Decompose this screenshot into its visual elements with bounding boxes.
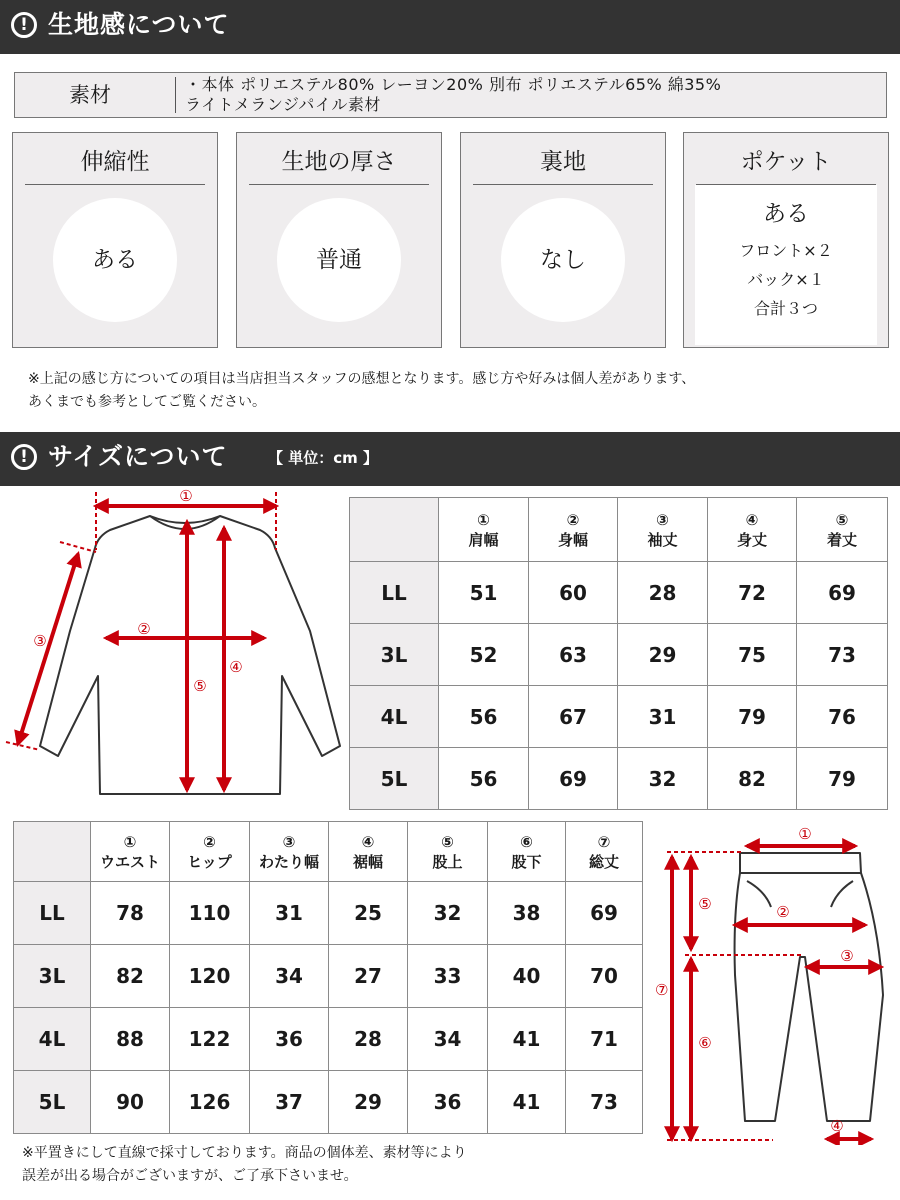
value-cell: 82: [708, 748, 797, 810]
size-cell: 4L: [14, 1008, 91, 1071]
lining-title: 裏地: [540, 149, 586, 175]
top-col-shoulder: ① 肩幅: [439, 498, 529, 562]
pants-label-6: ⑥: [698, 1034, 712, 1052]
pants-label-4: ④: [830, 1117, 844, 1135]
size-unit-label: 【 単位：cm 】: [268, 449, 378, 467]
sleeve-guide-top: [60, 542, 96, 552]
bottom-col-hem: ④ 裾幅: [329, 822, 408, 882]
measurement-note-line-2: 誤差が出る場合がございますが、ご了承下さいませ。: [22, 1168, 358, 1184]
value-cell: 69: [566, 882, 643, 945]
pants-label-5: ⑤: [698, 895, 712, 913]
table-row: [350, 624, 888, 686]
exclamation-circle-icon: !: [11, 12, 37, 38]
table-row: [14, 1008, 643, 1071]
shirt-label-3: ③: [33, 632, 47, 650]
fabric-note-line-2: あくまでも参考としてご覧ください。: [28, 394, 266, 410]
value-cell: 36: [408, 1071, 488, 1134]
shirt-label-5: ⑤: [193, 677, 207, 695]
shirt-outline: [40, 516, 340, 794]
size-cell: 5L: [14, 1071, 91, 1134]
size-cell: LL: [14, 882, 91, 945]
measurement-note: [22, 1142, 467, 1188]
top-col-total-length: ⑤ 着丈: [797, 498, 888, 562]
size-cell: 5L: [350, 748, 439, 810]
value-cell: 72: [708, 562, 797, 624]
top-col-body-width: ② 身幅: [529, 498, 618, 562]
thickness-title: 生地の厚さ: [281, 149, 397, 175]
table-row: [350, 748, 888, 810]
top-table-header-row: [350, 498, 888, 562]
value-cell: 25: [329, 882, 408, 945]
value-cell: 28: [329, 1008, 408, 1071]
stretch-value: ある: [53, 198, 177, 322]
pants-outline: [735, 853, 883, 1121]
bottom-col-thigh: ③ わたり幅: [250, 822, 329, 882]
fabric-note: [28, 368, 695, 414]
material-label: 素材: [69, 83, 111, 107]
bottom-table-corner: [14, 822, 91, 882]
value-cell: 29: [329, 1071, 408, 1134]
value-cell: 73: [566, 1071, 643, 1134]
material-text: [185, 75, 721, 115]
value-cell: 34: [250, 945, 329, 1008]
shirt-measurement-diagram: [0, 486, 345, 806]
value-cell: 88: [91, 1008, 170, 1071]
pocket-back: バック×１: [747, 270, 825, 289]
value-cell: 73: [797, 624, 888, 686]
value-cell: 37: [250, 1071, 329, 1134]
value-cell: 120: [170, 945, 250, 1008]
sleeve-guide-bottom: [6, 742, 40, 750]
pocket-title: ポケット: [740, 149, 832, 175]
fabric-section-title: 生地感について: [48, 10, 230, 39]
size-cell: 3L: [350, 624, 439, 686]
value-cell: 126: [170, 1071, 250, 1134]
pocket-card: [683, 132, 889, 348]
lining-card: [460, 132, 666, 348]
size-section-title: サイズについて: [48, 442, 228, 471]
value-cell: 34: [408, 1008, 488, 1071]
pocket-total: 合計３つ: [753, 299, 818, 318]
bottom-table-header-row: [14, 822, 643, 882]
bottom-col-hip: ② ヒップ: [170, 822, 250, 882]
material-line-1: ・本体 ポリエステル80% レーヨン20% 別布 ポリエステル65% 綿35%: [185, 75, 722, 94]
material-divider: [175, 77, 176, 113]
value-cell: 27: [329, 945, 408, 1008]
bottom-col-waist: ① ウエスト: [91, 822, 170, 882]
pocket-front: フロント×２: [739, 241, 833, 260]
size-section-header: [0, 432, 900, 486]
pants-label-7: ⑦: [655, 981, 669, 999]
value-cell: 69: [529, 748, 618, 810]
shirt-label-1: ①: [179, 487, 193, 505]
table-row: [350, 562, 888, 624]
value-cell: 69: [797, 562, 888, 624]
exclamation-circle-icon: !: [11, 444, 37, 470]
stretch-title: 伸縮性: [80, 149, 150, 175]
pants-label-3: ③: [840, 947, 854, 965]
pants-measurement-diagram: [655, 815, 900, 1145]
value-cell: 33: [408, 945, 488, 1008]
value-cell: 75: [708, 624, 797, 686]
value-cell: 41: [488, 1071, 566, 1134]
value-cell: 60: [529, 562, 618, 624]
value-cell: 40: [488, 945, 566, 1008]
card-divider: [249, 184, 429, 185]
shirt-label-4: ④: [229, 658, 243, 676]
value-cell: 76: [797, 686, 888, 748]
size-cell: LL: [350, 562, 439, 624]
value-cell: 52: [439, 624, 529, 686]
thickness-card: [236, 132, 442, 348]
shirt-label-2: ②: [137, 620, 151, 638]
fabric-note-line-1: ※上記の感じ方についての項目は当店担当スタッフの感想となります。感じ方や好みは個人差があります、: [28, 371, 696, 387]
value-cell: 79: [797, 748, 888, 810]
top-table-corner: [350, 498, 439, 562]
value-cell: 31: [250, 882, 329, 945]
value-cell: 29: [618, 624, 708, 686]
size-cell: 3L: [14, 945, 91, 1008]
card-divider: [473, 184, 653, 185]
top-col-sleeve: ③ 袖丈: [618, 498, 708, 562]
value-cell: 56: [439, 748, 529, 810]
value-cell: 122: [170, 1008, 250, 1071]
value-cell: 79: [708, 686, 797, 748]
value-cell: 36: [250, 1008, 329, 1071]
measurement-note-line-1: ※平置きにして直線で採寸しております。商品の個体差、素材等により: [22, 1145, 467, 1161]
value-cell: 38: [488, 882, 566, 945]
value-cell: 51: [439, 562, 529, 624]
value-cell: 78: [91, 882, 170, 945]
bottom-col-total-length: ⑦ 総丈: [566, 822, 643, 882]
thickness-value: 普通: [277, 198, 401, 322]
table-row: [14, 882, 643, 945]
value-cell: 41: [488, 1008, 566, 1071]
value-cell: 70: [566, 945, 643, 1008]
table-row: [14, 1071, 643, 1134]
pocket-value: ある: [763, 201, 809, 227]
card-divider: [25, 184, 205, 185]
value-cell: 67: [529, 686, 618, 748]
material-row: [14, 72, 887, 118]
table-row: [14, 945, 643, 1008]
value-cell: 63: [529, 624, 618, 686]
table-row: [350, 686, 888, 748]
pocket-detail-box: [695, 185, 877, 345]
material-line-2: ライトメランジパイル素材: [185, 95, 381, 114]
size-cell: 4L: [350, 686, 439, 748]
value-cell: 82: [91, 945, 170, 1008]
pants-label-2: ②: [776, 903, 790, 921]
value-cell: 110: [170, 882, 250, 945]
fabric-section-header: [0, 0, 900, 54]
bottom-col-inseam: ⑥ 股下: [488, 822, 566, 882]
stretch-card: [12, 132, 218, 348]
value-cell: 90: [91, 1071, 170, 1134]
top-size-table: [349, 497, 888, 810]
value-cell: 28: [618, 562, 708, 624]
bottom-size-table: [13, 821, 643, 1134]
value-cell: 31: [618, 686, 708, 748]
value-cell: 71: [566, 1008, 643, 1071]
top-col-body-length: ④ 身丈: [708, 498, 797, 562]
lining-value: なし: [501, 198, 625, 322]
bottom-col-rise: ⑤ 股上: [408, 822, 488, 882]
value-cell: 56: [439, 686, 529, 748]
value-cell: 32: [618, 748, 708, 810]
pants-label-1: ①: [798, 825, 812, 843]
value-cell: 32: [408, 882, 488, 945]
